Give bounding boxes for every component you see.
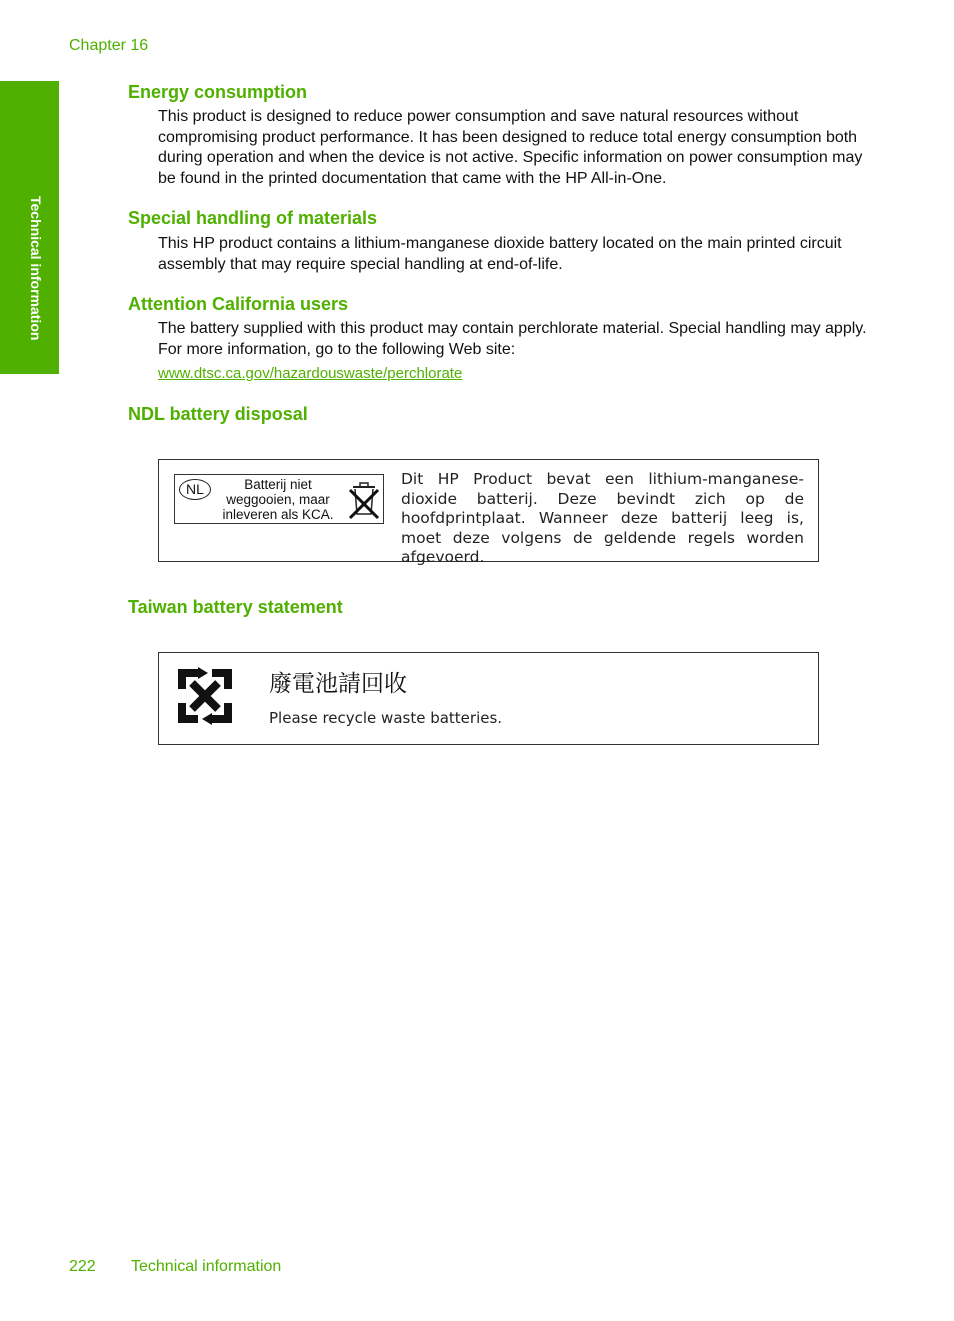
ndl-heading: NDL battery disposal [128, 404, 308, 424]
perchlorate-link[interactable]: www.dtsc.ca.gov/hazardouswaste/perchlorate [158, 365, 463, 382]
nl-country-badge: NL [179, 479, 211, 500]
taiwan-box [158, 652, 819, 745]
side-tab-label: Technical information [28, 196, 44, 341]
chapter-header: Chapter 16 [69, 37, 149, 54]
california-heading: Attention California users [128, 294, 349, 314]
nl-label-line-2: weggooien, maar [226, 492, 330, 507]
crossed-bin-icon [347, 478, 381, 520]
ndl-description: Dit HP Product bevat een lithium-manganese-dioxide batterij. Deze bevindt zich op de hoofdprintplaat. Wanneer deze batterij leeg is, moet deze volgens de geldende regels worden afgevoerd. [401, 470, 804, 567]
nl-label-text [213, 477, 343, 522]
taiwan-english-text: Please recycle waste batteries. [269, 709, 503, 727]
nl-label-line-3: inleveren als KCA. [222, 507, 334, 522]
recycle-icon [174, 665, 236, 727]
special-handling-body: This HP product contains a lithium-manganese dioxide battery located on the main printed circuit assembly that may require special handling at end-of-life. [158, 235, 842, 273]
california-body: The battery supplied with this product may contain perchlorate material. Special handling may apply. For more information, go to the following Web site: [158, 320, 867, 358]
special-handling-heading: Special handling of materials [128, 208, 378, 228]
ndl-box [158, 459, 819, 567]
taiwan-chinese-text: 廢電池請回收 [269, 671, 407, 697]
nl-disposal-label [174, 474, 384, 524]
energy-body: This product is designed to reduce power consumption and save natural resources without compromising product performance. It has been designed to reduce total energy consumption both during operation and when the device is not active. Specific information on power consumption may be found in the printed documentation that came with the HP All-in-One. [158, 108, 863, 187]
taiwan-heading: Taiwan battery statement [128, 597, 343, 617]
page-number: 222 [69, 1258, 96, 1275]
nl-label-line-1: Batterij niet [244, 477, 312, 492]
energy-heading: Energy consumption [128, 82, 308, 102]
footer-title: Technical information [131, 1258, 282, 1275]
